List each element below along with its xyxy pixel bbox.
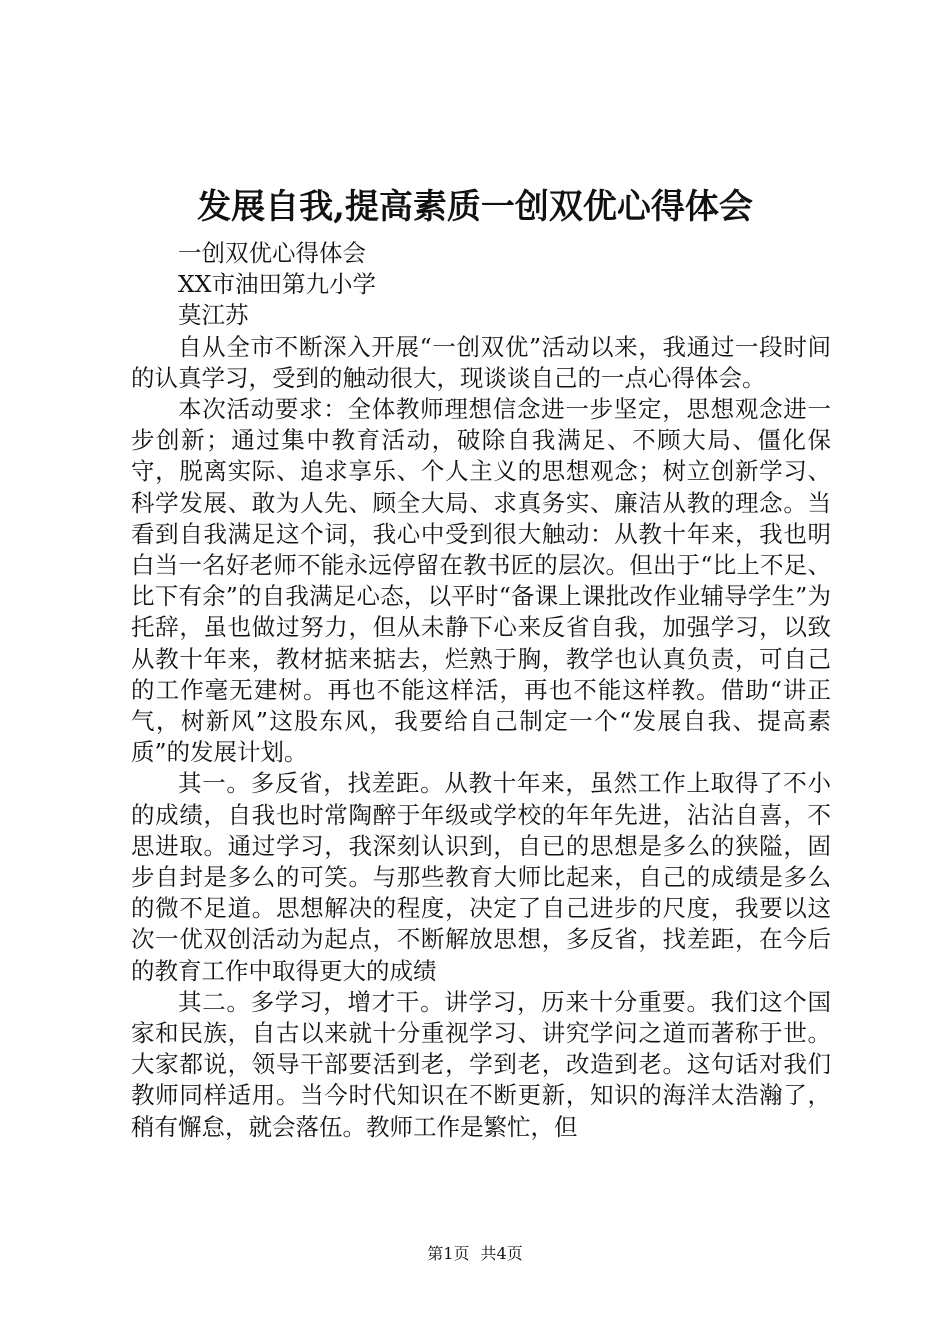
subtitle-line: 一创双优心得体会 — [178, 239, 366, 267]
paragraph-point-two: 其二。多学习，增才干。讲学习，历来十分重要。我们这个国家和民族，自古以来就十分重视学习、讲究学问之道而著称于世。大家都说，领导干部要活到老，学到老，改造到老。这句话对我们教师同样适用。当今时代知识在不断更新，知识的海洋太浩瀚了，稍有懈怠，就会落伍。教师工作是繁忙，但 — [131, 987, 831, 1141]
school-line: XX市油田第九小学 — [178, 270, 376, 299]
author-line: 莫江苏 — [178, 301, 249, 330]
page-number: 第1页 — [427, 1244, 470, 1263]
document-title: 发展自我,提高素质一创双优心得体会 — [197, 187, 753, 227]
page-total: 共4页 — [480, 1244, 523, 1263]
paragraph-intro: 自从全市不断深入开展“一创双优”活动以来，我通过一段时间的认真学习，受到的触动很大，现谈谈自己的一点心得体会。 — [131, 332, 831, 392]
paragraph-point-one: 其一。多反省，找差距。从教十年来，虽然工作上取得了不小的成绩，自我也时常陶醉于年级或学校的年年先进，沾沾自喜，不思进取。通过学习，我深刻认识到，自已的思想是多么的狭隘，固步自封是多么的可笑。与那些教育大师比起来，自己的成绩是多么的微不足道。思想解决的程度，决定了自己进步的尺度，我要以这次一优双创活动为起点，不断解放思想，多反省，找差距，在今后的教育工作中取得更大的成绩 — [131, 769, 831, 985]
page-footer — [0, 1243, 950, 1265]
paragraph-requirements: 本次活动要求：全体教师理想信念进一步坚定，思想观念进一步创新；通过集中教育活动，破除自我满足、不顾大局、僵化保守，脱离实际、追求享乐、个人主义的思想观念；树立创新学习、科学发展、敢为人先、顾全大局、求真务实、廉洁从教的理念。当看到自我满足这个词，我心中受到很大触动：从教十年来，我也明白当一名好老师不能永远停留在教书匠的层次。但出于“比上不足、比下有余”的自我满足心态，以平时“备课上课批改作业辅导学生”为托辞，虽也做过努力，但从未静下心来反省自我，加强学习，以致从教十年来，教材掂来掂去，烂熟于胸，教学也认真负责，可自己的工作毫无建树。再也不能这样活，再也不能这样教。借助“讲正气，树新风”这股东风，我要给自己制定一个“发展自我、提高素质”的发展计划。 — [131, 395, 831, 767]
document-body — [131, 238, 831, 1143]
